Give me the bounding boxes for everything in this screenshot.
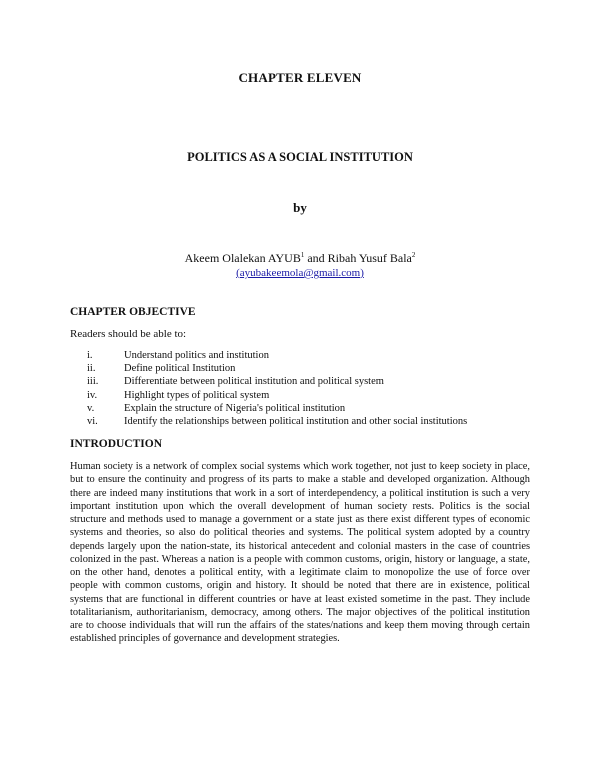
chapter-label: CHAPTER ELEVEN	[238, 70, 362, 85]
author-email-link[interactable]: ayubakeemola@gmail.com	[239, 267, 361, 279]
byline-by: by	[293, 200, 307, 215]
list-item-number: v.	[87, 402, 95, 414]
list-item	[87, 402, 467, 415]
list-item-text: Define political Institution	[124, 363, 236, 375]
list-item-number: vi.	[87, 416, 98, 428]
author-email-line	[0, 267, 600, 279]
author-1-name: Akeem Olalekan AYUB	[184, 251, 301, 265]
objective-heading: CHAPTER OBJECTIVE	[70, 306, 196, 318]
objective-intro: Readers should be able to:	[70, 328, 187, 340]
list-item-text: Identify the relationships between political institution and other social institutions	[124, 416, 468, 428]
objective-list	[87, 349, 467, 428]
list-item	[87, 349, 467, 362]
list-item-text: Differentiate between political institution and political system	[124, 376, 384, 388]
author-2-footnote-mark: 2	[411, 251, 416, 259]
author-1-footnote-mark: 1	[300, 251, 305, 259]
list-item-number: iv.	[87, 389, 98, 401]
list-item-text: Explain the structure of Nigeria's political institution	[124, 402, 346, 414]
list-item-number: ii.	[87, 363, 96, 375]
list-item-text: Highlight types of political system	[124, 389, 270, 401]
introduction-heading: INTRODUCTION	[70, 438, 163, 450]
email-close-paren: )	[360, 267, 364, 279]
list-item-number: i.	[87, 350, 93, 361]
list-item	[87, 375, 467, 388]
introduction-paragraph: Human society is a network of complex social systems which work together, not just to keep society in place, but to ensure the continuity and progress of its parts to make a stable and developed organization. Although there are indeed many institutions that work in a sort of interdependency, a political institution is such a very important institution upon which the overall development of human society rests. Politics is the social structure and methods used to manage a government or a state just as there exist different types of economic systems and theories, so also do political theories and systems. The political system adopted by a country depends largely upon the nation-state, its historical antecedent and colonial masters in the case of countries colonized in the past. Whereas a nation is a people with common customs, origin, history or language, a state, on the other hand, denotes a political entity, with a legitimate claim to monopolize the use of force over people with common customs, origin and history. It should be noted that there are in existence, political systems that are functional in different countries or have at least existed sometime in the past. They include totalitarianism, authoritarianism, democracy, among others. The major objectives of the political institution are to choose individuals that will run the affairs of the states/nations and keep them moving through certain established principles of governance and development strategies.	[70, 461, 530, 645]
list-item	[87, 415, 467, 428]
list-item	[87, 389, 467, 402]
list-item	[87, 362, 467, 375]
author-2-name: Ribah Yusuf Bala	[327, 251, 412, 265]
list-item-text: Understand politics and institution	[124, 350, 269, 361]
authors-line	[0, 251, 600, 266]
chapter-title: POLITICS AS A SOCIAL INSTITUTION	[187, 150, 413, 164]
email-open-paren: (	[236, 267, 240, 279]
list-item-number: iii.	[87, 376, 99, 388]
authors-connector: and	[304, 251, 328, 265]
